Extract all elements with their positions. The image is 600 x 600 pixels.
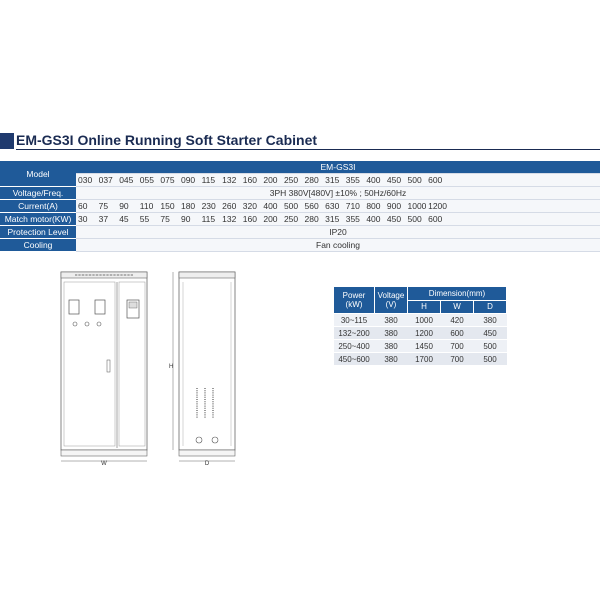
model-code: 450 xyxy=(386,175,402,185)
dim-cell-d: 450 xyxy=(474,327,507,340)
model-code: 200 xyxy=(263,175,278,185)
dim-cell-power: 250~400 xyxy=(334,340,375,353)
current-value: 500 xyxy=(283,201,299,211)
current-value: 900 xyxy=(386,201,402,211)
dim-cell-power: 30~115 xyxy=(334,314,375,327)
model-code: 090 xyxy=(180,175,196,185)
current-label: Current(A) xyxy=(0,200,76,213)
model-code: 500 xyxy=(407,175,422,185)
spec-row-model-codes xyxy=(0,174,600,187)
motor-value: 132 xyxy=(222,214,237,224)
current-value: 400 xyxy=(263,201,278,211)
motor-value: 250 xyxy=(283,214,299,224)
spec-table xyxy=(0,161,600,252)
dim-header-d: D xyxy=(474,300,507,314)
model-code: 030 xyxy=(78,175,93,185)
cabinet-side-view xyxy=(165,268,245,468)
dim-header-dimension: Dimension(mm) xyxy=(408,287,507,301)
dim-cell-h: 1450 xyxy=(408,340,441,353)
cooling-value: Fan cooling xyxy=(76,239,600,252)
model-code: 315 xyxy=(325,175,340,185)
spec-row-current xyxy=(0,200,600,213)
model-code: 400 xyxy=(366,175,381,185)
table-row xyxy=(334,327,507,340)
current-value: 230 xyxy=(201,201,216,211)
current-values xyxy=(76,200,600,212)
voltage-value: 3PH 380V[480V] ±10% ; 50Hz/60Hz xyxy=(76,187,600,200)
spec-row-cooling xyxy=(0,239,600,252)
motor-value: 450 xyxy=(386,214,402,224)
dim-header-w: W xyxy=(441,300,474,314)
motor-value: 280 xyxy=(304,214,319,224)
motor-value: 160 xyxy=(242,214,257,224)
motor-value: 500 xyxy=(407,214,422,224)
model-label: Model xyxy=(0,161,76,187)
spec-row-voltage xyxy=(0,187,600,200)
dim-cell-h: 1700 xyxy=(408,353,441,366)
model-code: 037 xyxy=(98,175,113,185)
dim-header-h: H xyxy=(408,300,441,314)
page-title: EM-GS3I Online Running Soft Starter Cabinet xyxy=(16,132,318,148)
dim-cell-w: 600 xyxy=(441,327,474,340)
model-code: 055 xyxy=(139,175,154,185)
dim-cell-voltage: 380 xyxy=(375,314,408,327)
dimension-table xyxy=(333,286,507,366)
dim-header-power: Power (kW) xyxy=(334,287,375,314)
dim-cell-voltage: 380 xyxy=(375,340,408,353)
current-value: 560 xyxy=(304,201,319,211)
width-label: W xyxy=(101,461,107,467)
voltage-label: Voltage/Freq. xyxy=(0,187,76,200)
current-value: 1200 xyxy=(428,201,448,211)
title-accent xyxy=(0,133,14,149)
table-row xyxy=(334,353,507,366)
current-value: 150 xyxy=(160,201,175,211)
table-row xyxy=(334,314,507,327)
current-value: 320 xyxy=(242,201,257,211)
model-code: 115 xyxy=(201,175,216,185)
motor-value: 400 xyxy=(366,214,381,224)
motor-value: 355 xyxy=(345,214,360,224)
motor-value: 115 xyxy=(201,214,216,224)
model-code: 355 xyxy=(345,175,360,185)
model-code: 075 xyxy=(160,175,175,185)
depth-label: D xyxy=(204,461,210,467)
model-code: 600 xyxy=(428,175,443,185)
dim-header-voltage: Voltage (V) xyxy=(375,287,408,314)
motor-value: 30 xyxy=(78,214,88,224)
table-row xyxy=(334,340,507,353)
height-label: H xyxy=(169,364,174,370)
dim-cell-w: 700 xyxy=(441,353,474,366)
current-value: 630 xyxy=(325,201,340,211)
dim-cell-power: 450~600 xyxy=(334,353,375,366)
current-value: 800 xyxy=(366,201,381,211)
motor-values xyxy=(76,213,600,225)
dim-cell-w: 420 xyxy=(441,314,474,327)
motor-value: 315 xyxy=(325,214,340,224)
model-code: 250 xyxy=(283,175,299,185)
protection-value: IP20 xyxy=(76,226,600,239)
current-value: 110 xyxy=(139,201,154,211)
model-name: EM-GS3I xyxy=(76,161,600,174)
current-value: 260 xyxy=(222,201,237,211)
model-code: 132 xyxy=(222,175,237,185)
dim-cell-d: 500 xyxy=(474,340,507,353)
motor-label: Match motor(KW) xyxy=(0,213,76,226)
dim-cell-h: 1200 xyxy=(408,327,441,340)
model-code: 045 xyxy=(119,175,134,185)
dimension-rows xyxy=(334,314,507,366)
model-code: 280 xyxy=(304,175,319,185)
dim-cell-d: 500 xyxy=(474,353,507,366)
protection-label: Protection Level xyxy=(0,226,76,239)
dim-cell-voltage: 380 xyxy=(375,327,408,340)
current-value: 90 xyxy=(119,201,129,211)
cooling-label: Cooling xyxy=(0,239,76,252)
motor-value: 200 xyxy=(263,214,278,224)
dim-cell-power: 132~200 xyxy=(334,327,375,340)
current-value: 75 xyxy=(98,201,109,211)
motor-value: 37 xyxy=(98,214,109,224)
spec-row-motor xyxy=(0,213,600,226)
motor-value: 75 xyxy=(160,214,170,224)
current-value: 1000 xyxy=(407,201,427,211)
motor-value: 90 xyxy=(180,214,191,224)
current-value: 180 xyxy=(180,201,196,211)
cabinet-front-view xyxy=(55,268,155,468)
current-value: 710 xyxy=(345,201,360,211)
current-value: 60 xyxy=(78,201,88,211)
dim-cell-w: 700 xyxy=(441,340,474,353)
motor-value: 45 xyxy=(119,214,129,224)
dim-cell-d: 380 xyxy=(474,314,507,327)
dim-cell-voltage: 380 xyxy=(375,353,408,366)
model-codes xyxy=(76,174,600,186)
model-code: 160 xyxy=(242,175,257,185)
dim-cell-h: 1000 xyxy=(408,314,441,327)
title-bar xyxy=(0,131,600,151)
spec-row-protection xyxy=(0,226,600,239)
title-rule xyxy=(16,149,600,150)
spec-row-model xyxy=(0,161,600,174)
motor-value: 600 xyxy=(428,214,443,224)
motor-value: 55 xyxy=(139,214,150,224)
